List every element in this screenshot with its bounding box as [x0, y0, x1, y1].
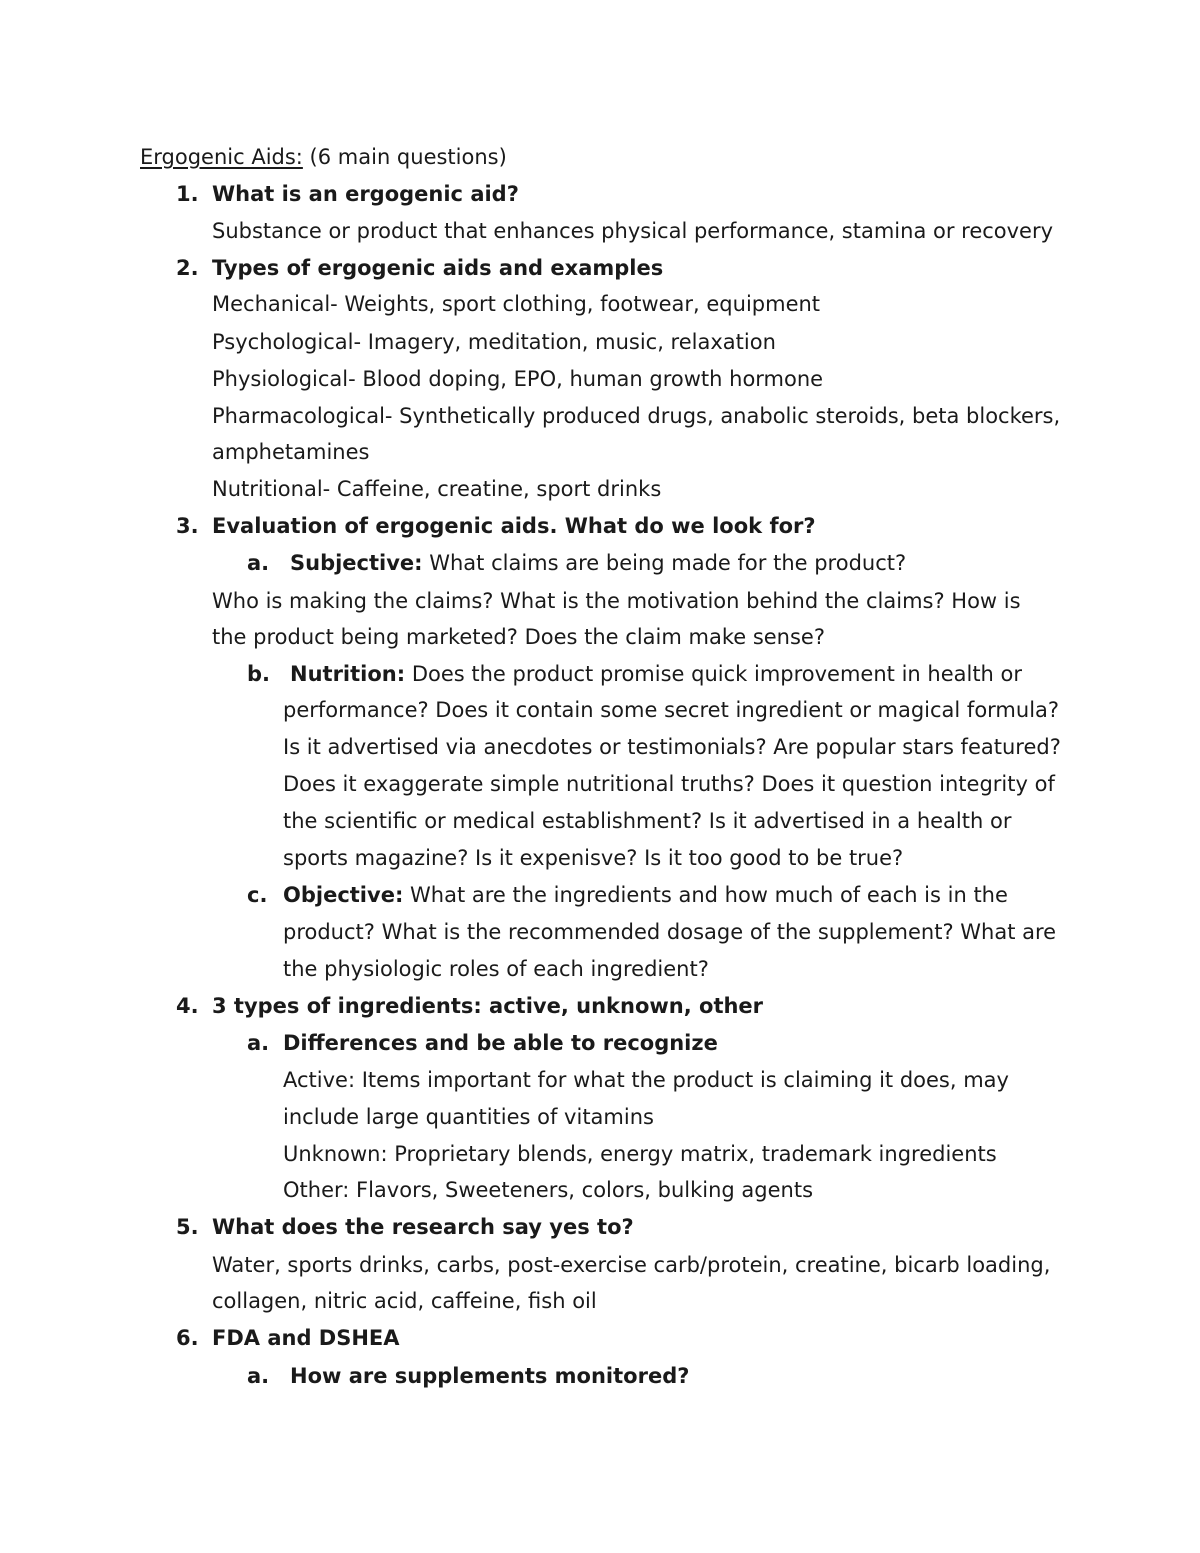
heading-title: Ergogenic Aids:	[140, 145, 303, 169]
q1-number: 1.	[176, 182, 199, 206]
q3c-cont: the physiologic roles of each ingredient?	[283, 957, 709, 981]
q2-line: Mechanical- Weights, sport clothing, footwear, equipment	[212, 292, 821, 316]
q2-title: Types of ergogenic aids and examples	[212, 256, 664, 280]
q3c-line	[283, 877, 1008, 913]
q5-line: collagen, nitric acid, caffeine, fish oil	[212, 1289, 597, 1313]
q4-title: 3 types of ingredients: active, unknown, other	[212, 994, 764, 1018]
q3a-text: What claims are being made for the product?	[422, 551, 907, 575]
q3b-cont: performance? Does it contain some secret ingredient or magical formula?	[283, 698, 1060, 722]
q2-number: 2.	[176, 256, 199, 280]
q4a-title: Differences and be able to recognize	[283, 1031, 718, 1055]
q4a-letter: a.	[247, 1031, 270, 1055]
q6a-title: How are supplements monitored?	[290, 1364, 690, 1388]
q3b-label: Nutrition:	[290, 662, 406, 686]
q3-title: Evaluation of ergogenic aids. What do we look for?	[212, 514, 816, 538]
q3b-cont: Is it advertised via anecdotes or testimonials? Are popular stars featured?	[283, 735, 1061, 759]
q3a-label: Subjective:	[290, 551, 423, 575]
q4a-line: Active: Items important for what the product is claiming it does, may	[283, 1068, 1009, 1092]
q3c-text: What are the ingredients and how much of each is in the	[403, 883, 1008, 907]
q6a-letter: a.	[247, 1364, 270, 1388]
q3a-letter: a.	[247, 551, 270, 575]
q5-title: What does the research say yes to?	[212, 1215, 634, 1239]
q3a-cont: the product being marketed? Does the claim make sense?	[212, 625, 825, 649]
document-heading	[140, 139, 507, 175]
q1-title: What is an ergogenic aid?	[212, 182, 519, 206]
q3b-letter: b.	[247, 662, 271, 686]
q3c-letter: c.	[247, 883, 268, 907]
q3b-cont: the scientific or medical establishment? Is it advertised in a health or	[283, 809, 1012, 833]
q3c-label: Objective:	[283, 883, 404, 907]
q3a-line	[290, 545, 906, 581]
q6-number: 6.	[176, 1326, 199, 1350]
q3-number: 3.	[176, 514, 199, 538]
q2-line: Psychological- Imagery, meditation, music, relaxation	[212, 330, 776, 354]
q3b-text: Does the product promise quick improvement in health or	[405, 662, 1023, 686]
q3a-cont: Who is making the claims? What is the motivation behind the claims? How is	[212, 589, 1021, 613]
q3b-cont: Does it exaggerate simple nutritional truths? Does it question integrity of	[283, 772, 1055, 796]
q2-line: Pharmacological- Synthetically produced drugs, anabolic steroids, beta blockers,	[212, 404, 1061, 428]
q6-title: FDA and DSHEA	[212, 1326, 400, 1350]
q3b-line	[290, 656, 1022, 692]
q1-answer: Substance or product that enhances physical performance, stamina or recovery	[212, 219, 1054, 243]
q4-number: 4.	[176, 994, 199, 1018]
heading-note: (6 main questions)	[302, 145, 507, 169]
q5-number: 5.	[176, 1215, 199, 1239]
q3b-cont: sports magazine? Is it expenisve? Is it too good to be true?	[283, 846, 904, 870]
q5-line: Water, sports drinks, carbs, post-exercise carb/protein, creatine, bicarb loading,	[212, 1253, 1051, 1277]
q4a-line: Unknown: Proprietary blends, energy matrix, trademark ingredients	[283, 1142, 997, 1166]
q4a-line: Other: Flavors, Sweeteners, colors, bulking agents	[283, 1178, 814, 1202]
q3c-cont: product? What is the recommended dosage of the supplement? What are	[283, 920, 1057, 944]
q2-line: amphetamines	[212, 440, 370, 464]
q2-line: Physiological- Blood doping, EPO, human growth hormone	[212, 367, 824, 391]
q4a-line: include large quantities of vitamins	[283, 1105, 654, 1129]
q2-line: Nutritional- Caffeine, creatine, sport drinks	[212, 477, 662, 501]
